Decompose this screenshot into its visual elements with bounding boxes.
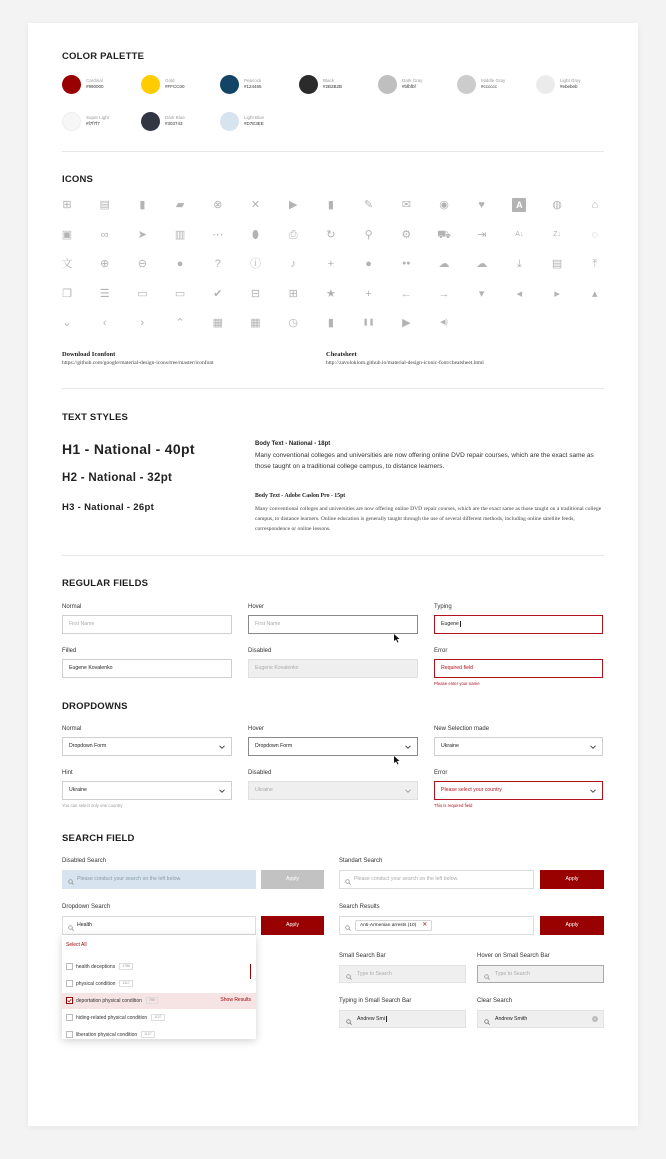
search-icon	[484, 971, 490, 977]
search-icon	[345, 876, 351, 882]
name-input-error[interactable]: Required field	[434, 659, 603, 678]
cancel-icon: ⊗	[213, 199, 223, 211]
filled-field-label: Filled	[62, 648, 77, 654]
select-all-link[interactable]: Select All	[66, 942, 87, 948]
h1-sample: H1 - National - 40pt	[62, 441, 195, 457]
zoom-in-icon: ⊕	[100, 258, 110, 270]
hover-small-search-input[interactable]	[477, 965, 604, 983]
search-icon	[346, 971, 352, 977]
swatch-dot	[62, 75, 81, 94]
apply-button[interactable]: Apply	[540, 870, 604, 889]
dropdown-option[interactable]	[62, 959, 256, 975]
cheatsheet-title: Cheatsheet	[326, 351, 357, 358]
dropdown-error[interactable]	[434, 781, 603, 800]
chevron-right-icon: ›	[140, 317, 145, 329]
bookmark-icon: ▮	[139, 199, 146, 211]
color-swatch	[220, 112, 382, 134]
calendar-icon: ▦	[250, 317, 261, 329]
swatch-hex: #bfbfbf	[402, 84, 416, 89]
hover-small-search-placeholder: Type to Search	[495, 971, 530, 977]
remove-box-icon: ⊟	[250, 287, 261, 300]
shopping-cart-icon: ⛟	[437, 228, 451, 241]
swatch-dot	[378, 75, 397, 94]
work-icon: ▰	[175, 199, 185, 211]
normal-field-label: Normal	[62, 604, 82, 610]
settings-icon: ⚙	[401, 228, 412, 241]
upload-icon: ⤒	[592, 258, 598, 270]
sort-az-icon: A↓	[515, 230, 524, 238]
standart-search-input[interactable]	[339, 870, 534, 889]
dropdown-new-selection-label: New Selection made	[434, 726, 490, 732]
download-iconfont-title: Download Iconfont	[62, 351, 116, 358]
small-search-placeholder: Type to Search	[357, 971, 392, 977]
chevron-down-icon	[590, 788, 596, 794]
typing-small-search-input[interactable]	[339, 1010, 466, 1028]
dropdown-option[interactable]	[62, 1010, 256, 1026]
option-count: 1117	[119, 980, 132, 987]
swatch-dot	[457, 75, 476, 94]
small-search-input[interactable]	[339, 965, 466, 983]
swatch-name: Gold	[165, 78, 175, 83]
error-icon: ●	[176, 258, 184, 270]
add-box-icon: ⊞	[62, 199, 72, 211]
typing-value: Eugene	[441, 621, 459, 627]
mouse-cursor-icon	[394, 752, 401, 761]
bar-chart-icon: ▮	[327, 317, 334, 329]
send-icon: ➤	[137, 228, 147, 241]
search-icon	[68, 876, 74, 882]
apply-button[interactable]: Apply	[540, 916, 604, 935]
dropdown-normal-label: Normal	[62, 726, 82, 732]
standart-search-label: Standart Search	[339, 858, 383, 864]
globe-icon: ◍	[552, 199, 562, 211]
email-icon: ✉	[401, 199, 411, 211]
search-icon	[484, 1016, 490, 1022]
favorite-icon: ♥	[478, 199, 485, 211]
dropdown-error-value: Please select your country	[441, 787, 502, 793]
chevron-down-icon	[590, 744, 596, 750]
chevron-down-icon: ⌄	[62, 317, 72, 329]
body-text-national-title: Body Text - National - 18pt	[255, 441, 331, 447]
first-name-input-normal[interactable]: First Name	[62, 615, 232, 634]
search-icon	[68, 922, 74, 928]
exit-icon: ⇥	[477, 228, 487, 241]
disabled-search-label: Disabled Search	[62, 858, 107, 864]
download-icon: ⤓	[516, 258, 522, 270]
dropdown-search-label: Dropdown Search	[62, 904, 111, 910]
dropdown-error-label: Error	[434, 770, 448, 776]
hover-field-label: Hover	[248, 604, 265, 610]
color-swatch	[536, 75, 666, 97]
dropdown-search-value: Health	[77, 922, 92, 928]
swatch-name: Black	[323, 78, 335, 83]
person-icon: ●	[365, 258, 372, 270]
swatch-dot	[141, 75, 160, 94]
dropdown-hint-label: Hint	[62, 770, 73, 776]
clear-search-input[interactable]	[477, 1010, 604, 1028]
dropdown-hint-text: You can select only one country	[62, 803, 123, 808]
apply-button-disabled: Apply	[261, 870, 324, 889]
typing-small-search-label: Typing in Small Search Bar	[339, 998, 412, 1004]
apply-button[interactable]: Apply	[261, 916, 324, 935]
standart-search-placeholder: Please conduct your search on the left below.	[354, 876, 459, 882]
star-icon: ★	[325, 287, 336, 300]
chevron-up-icon: ⌃	[175, 317, 185, 329]
swatch-dot	[299, 75, 318, 94]
volume-icon: ◀)	[440, 319, 448, 326]
swatch-hex: #2B2B2B	[323, 84, 343, 89]
add-square-icon: ⊞	[288, 287, 298, 300]
disabled-search-placeholder: Please conduct your search on the left below.	[77, 876, 182, 882]
first-name-input-hover[interactable]: First Name	[248, 615, 418, 634]
section-title-regular-fields: REGULAR FIELDS	[62, 578, 149, 589]
dropdown-disabled-value: Ukraine	[255, 787, 273, 793]
dropdown-hint-value: Ukraine	[69, 787, 87, 793]
dropdown-disabled-label: Disabled	[248, 770, 272, 776]
copy-icon: ❐	[62, 287, 72, 300]
section-title-icons: ICONS	[62, 174, 94, 185]
dropdown-hover-value: Dropdown Form	[255, 743, 293, 749]
disabled-field-label: Disabled	[248, 648, 272, 654]
dropdown-disabled	[248, 781, 418, 800]
translate-icon: 文	[61, 258, 73, 270]
delete-icon: ▮	[327, 199, 334, 211]
name-input-disabled: Eugene Kovalenko	[248, 659, 418, 678]
map-icon: ▥	[174, 228, 186, 241]
hover-small-search-label: Hover on Small Search Bar	[477, 953, 550, 959]
section-title-dropdowns: DROPDOWNS	[62, 701, 128, 712]
section-title-text-styles: TEXT STYLES	[62, 412, 129, 423]
group-icon: ●●	[402, 260, 411, 267]
cloud-upload-icon: ☁	[476, 258, 488, 270]
video-library-icon: ▶	[288, 199, 298, 211]
clear-icon[interactable]: ×	[593, 1016, 597, 1021]
option-label: health deceptions	[76, 963, 116, 970]
divider	[62, 555, 604, 556]
checkbox[interactable]	[66, 963, 73, 970]
cloud-done-icon: ☁	[438, 258, 450, 270]
play-circle-icon: ▶	[402, 317, 411, 329]
dropdown-new-selection-value: Ukraine	[441, 743, 459, 749]
result-chip-label: Anti-Armenian arrests (10)	[360, 923, 417, 928]
section-title-search: SEARCH FIELD	[62, 833, 135, 844]
option-count: 1786	[119, 963, 133, 970]
search-icon: ⚲	[364, 228, 373, 241]
swatch-dot	[536, 75, 555, 94]
caret-right-icon: ▸	[554, 287, 560, 300]
option-label: physical condition	[76, 980, 116, 987]
zoom-out-icon: ⊖	[137, 258, 147, 270]
search-results-label: Search Results	[339, 904, 380, 910]
clock-icon: ◷	[288, 317, 298, 329]
place-icon: ⬮	[252, 228, 259, 241]
dropdown-hover-label: Hover	[248, 726, 265, 732]
body-text-caslon-title: Body Text - Adobe Caslon Pro - 15pt	[255, 493, 346, 499]
image-icon: ▣	[61, 228, 73, 241]
caret-down-icon: ▾	[478, 287, 485, 300]
chevron-down-icon	[219, 788, 225, 794]
swatch-hex: #FFCC00	[165, 84, 185, 89]
dropdown-normal[interactable]	[62, 737, 232, 756]
arrow-right-icon: →	[438, 287, 450, 300]
dropdown-option[interactable]	[62, 993, 256, 1009]
swatch-name: Super Light	[86, 115, 110, 120]
close-icon: ✕	[250, 199, 261, 211]
checkbox-checked[interactable]	[66, 997, 73, 1004]
swatch-name: Peacock	[244, 78, 262, 83]
spinner-icon: ◌	[591, 228, 599, 241]
close-icon[interactable]: ✕	[422, 922, 428, 928]
divider	[62, 388, 604, 389]
dropdown-normal-value: Dropdown Form	[69, 743, 107, 749]
option-count: 790	[146, 997, 158, 1004]
h2-sample: H2 - National - 32pt	[62, 472, 173, 484]
checkbox[interactable]	[66, 980, 73, 987]
dropdown-error-message: This is required field	[434, 803, 473, 808]
style-guide-card	[28, 23, 638, 1126]
font-icon: A	[512, 198, 526, 212]
dropdown-option[interactable]	[62, 1027, 256, 1043]
swatch-name: Light Gray	[560, 78, 581, 83]
dropdown-new-selection[interactable]	[434, 737, 603, 756]
small-search-label: Small Search Bar	[339, 953, 386, 959]
name-input-filled[interactable]: Eugene Kovalenko	[62, 659, 232, 678]
swatch-name: Middle Gray	[481, 78, 506, 83]
caret-left-icon: ◂	[516, 287, 523, 300]
dashboard-icon: ▦	[212, 317, 223, 329]
more-horiz-icon: ⋯	[212, 228, 224, 241]
dropdown-hint[interactable]	[62, 781, 232, 800]
body-text-national-sample: Many conventional colleges and universities are now offering online DVD repair courses, which are the exact same as those taught on a traditional college campus, to distance learners.	[255, 452, 594, 470]
option-count: 1127	[151, 1014, 165, 1021]
edit-icon: ✎	[363, 199, 374, 211]
chevron-down-icon	[405, 744, 411, 750]
swatch-hex: #ebebeb	[560, 84, 578, 89]
plus-icon: +	[365, 287, 372, 300]
chevron-left-icon: ‹	[102, 317, 107, 329]
swatch-hex: #990000	[86, 84, 104, 89]
dropdown-search-panel	[62, 935, 256, 1039]
swatch-hex: #303743	[165, 121, 183, 126]
help-icon: ?	[214, 258, 221, 270]
first-name-input-typing[interactable]	[434, 615, 603, 634]
visibility-icon: ◉	[439, 199, 449, 211]
swatch-hex: #D7E3EE	[244, 121, 264, 126]
download-iconfont-link[interactable]: https://github.com/google/material-design-icons/tree/master/iconfont	[62, 360, 214, 366]
show-results-link[interactable]: Show Results	[220, 997, 251, 1003]
dropdown-search-input[interactable]	[62, 916, 256, 935]
option-label: hiding-related physical condition	[76, 1014, 148, 1021]
forum-icon: ▭	[174, 287, 186, 300]
refresh-icon: ↻	[326, 228, 336, 241]
option-count: 1127	[141, 1031, 155, 1038]
swatch-hex: #124465	[244, 84, 262, 89]
print-icon: ⎙	[288, 228, 298, 241]
swatch-dot	[141, 112, 160, 131]
chevron-down-icon	[219, 744, 225, 750]
pause-icon: ❚❚	[362, 319, 375, 326]
divider	[62, 151, 604, 152]
dropdown-option[interactable]	[62, 976, 256, 992]
option-label: deportation physical condition	[76, 997, 142, 1004]
swatch-dot	[220, 75, 239, 94]
file-icon: ▤	[551, 258, 563, 270]
swatch-name: Dark Gray	[402, 78, 423, 83]
clear-search-label: Clear Search	[477, 998, 513, 1004]
home-icon: ⌂	[591, 199, 599, 211]
search-icon	[345, 922, 351, 928]
typing-small-search-value: Andrew Smi	[357, 1016, 385, 1022]
body-text-caslon-sample: Many conventional colleges and universities are now offering online DVD repair courses, which are the exact same as those taught on a traditional college campus, to distance learners. Online education is generally taught through the use of several different methods, including online satellite feeds, correspondence or online lessons.	[255, 506, 602, 532]
name-error-message: Please enter your name	[434, 681, 480, 686]
search-icon	[346, 1016, 352, 1022]
notifications-icon: ♪	[290, 258, 296, 270]
clear-search-value: Andrew Smith	[495, 1016, 528, 1022]
assignment-icon: ▤	[99, 199, 110, 211]
search-results-input[interactable]	[339, 916, 534, 935]
checkbox[interactable]	[66, 1031, 73, 1038]
result-chip[interactable]	[355, 920, 432, 931]
caret-up-icon: ▴	[592, 287, 598, 300]
swatch-hex: #f7f7f7	[86, 121, 100, 126]
disabled-search-input	[62, 870, 256, 889]
option-label: liberation physical condition	[76, 1031, 138, 1038]
checkbox[interactable]	[66, 1014, 73, 1021]
swatch-dot	[62, 112, 81, 131]
section-title-palette: COLOR PALETTE	[62, 51, 145, 62]
chevron-down-icon	[405, 788, 411, 794]
error-field-label: Error	[434, 648, 448, 654]
typing-field-label: Typing	[434, 604, 452, 610]
swatch-name: Cardinal	[86, 78, 103, 83]
scrollbar[interactable]	[250, 964, 251, 979]
check-circle-icon: ✔	[213, 287, 223, 300]
swatch-hex: #cccccc	[481, 84, 498, 89]
link-icon: ∞	[100, 228, 109, 241]
arrow-left-icon: ←	[400, 287, 412, 300]
swatch-dot	[220, 112, 239, 131]
sort-za-icon: Z↓	[553, 230, 561, 238]
swatch-name: Dark Blue	[165, 115, 185, 120]
dropdown-hover[interactable]	[248, 737, 418, 756]
info-icon: ⓘ	[250, 258, 261, 270]
h3-sample: H3 - National - 26pt	[62, 502, 155, 513]
person-add-icon: +	[327, 258, 335, 270]
comment-icon: ▭	[137, 287, 148, 300]
cheatsheet-link[interactable]: http://zavoloklom.github.io/material-design-iconic-font/cheatsheet.html	[326, 360, 484, 366]
swatch-name: Light Blue	[244, 115, 265, 120]
list-icon: ☰	[99, 287, 110, 300]
mouse-cursor-icon	[394, 630, 401, 639]
